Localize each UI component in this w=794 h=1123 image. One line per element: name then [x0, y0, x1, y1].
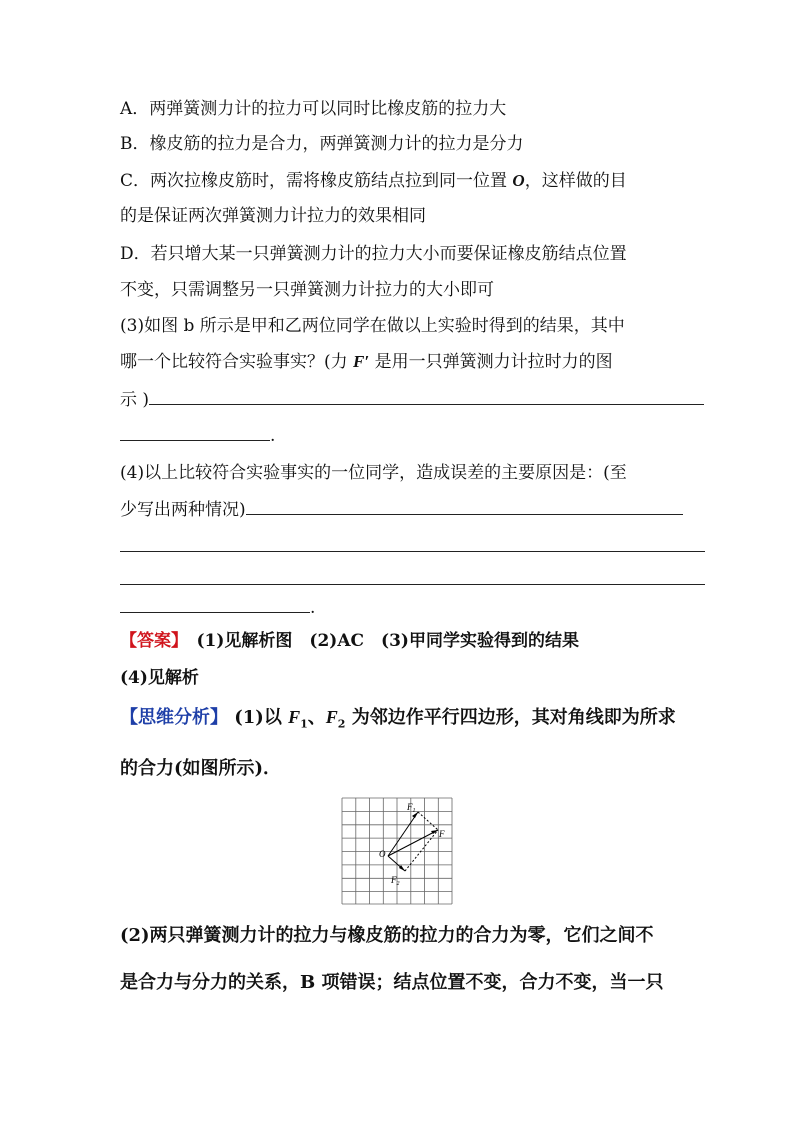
- option-a: A．两弹簧测力计的拉力可以同时比橡皮筋的拉力大: [120, 99, 507, 119]
- option-d-line1: D．若只增大某一只弹簧测力计的拉力大小而要保证橡皮筋结点位置: [120, 244, 627, 264]
- analysis-line4: 是合力与分力的关系，B 项错误；结点位置不变，合力不变，当一只: [120, 972, 664, 993]
- answer-line2: (4)见解析: [120, 668, 199, 688]
- q3-answer-blank-2[interactable]: [120, 424, 270, 441]
- option-d-line2: 不变，只需调整另一只弹簧测力计拉力的大小即可: [120, 280, 494, 300]
- q4-answer-blank-1[interactable]: [246, 498, 683, 515]
- label-f: F: [439, 829, 445, 839]
- q3-line1: (3)如图 b 所示是甲和乙两位同学在做以上实验时得到的结果，其中: [120, 316, 625, 336]
- option-c-line1: C．两次拉橡皮筋时，需将橡皮筋结点拉到同一位置 O，这样做的目: [120, 171, 627, 191]
- label-o: O: [379, 849, 386, 859]
- analysis-line3: (2)两只弹簧测力计的拉力与橡皮筋的拉力的合力为零，它们之间不: [120, 925, 654, 946]
- q4-answer-blank-3[interactable]: [120, 584, 705, 585]
- resultant-f-arrow: [388, 830, 438, 856]
- q4-answer-blank-4[interactable]: [120, 596, 310, 613]
- q3-line4: .: [120, 424, 275, 447]
- option-c-line2: 的是保证两次弹簧测力计拉力的效果相同: [120, 206, 426, 226]
- label-f1: $F_1$: [407, 802, 416, 814]
- q4-line1: (4)以上比较符合实验事实的一位同学，造成误差的主要原因是：(至: [120, 463, 627, 483]
- q3-line3: 示 ): [120, 388, 704, 411]
- q3-answer-blank-1[interactable]: [149, 388, 704, 405]
- dashed-side-top: [418, 812, 438, 830]
- label-f2: $F_2$: [391, 875, 400, 887]
- q3-line2: 哪一个比较符合实验事实？(力 F′ 是用一只弹簧测力计拉时力的图: [120, 352, 613, 372]
- option-b: B．橡皮筋的拉力是合力，两弹簧测力计的拉力是分力: [120, 134, 524, 154]
- point-o-var: O: [512, 171, 525, 190]
- answer-tag: 【答案】: [120, 631, 180, 651]
- force-f1-arrow: [388, 812, 418, 856]
- analysis-tag: 【思维分析】: [120, 707, 228, 728]
- analysis-line2: 的合力(如图所示)．: [120, 758, 282, 779]
- answer-text: (1)见解析图 (2)AC (3)甲同学实验得到的结果: [179, 631, 579, 651]
- f-prime-var: F′: [353, 352, 370, 371]
- answer-line1: [120, 630, 579, 652]
- q4-line2: 少写出两种情况): [120, 498, 683, 521]
- force-parallelogram-figure: [341, 797, 453, 905]
- q4-line5: .: [120, 596, 315, 619]
- analysis-line1: 【思维分析】 (1)以 $F_1$、$F_2$ 为邻边作平行四边形，其对角线即为所求: [120, 707, 676, 731]
- q4-answer-blank-2[interactable]: [120, 551, 705, 552]
